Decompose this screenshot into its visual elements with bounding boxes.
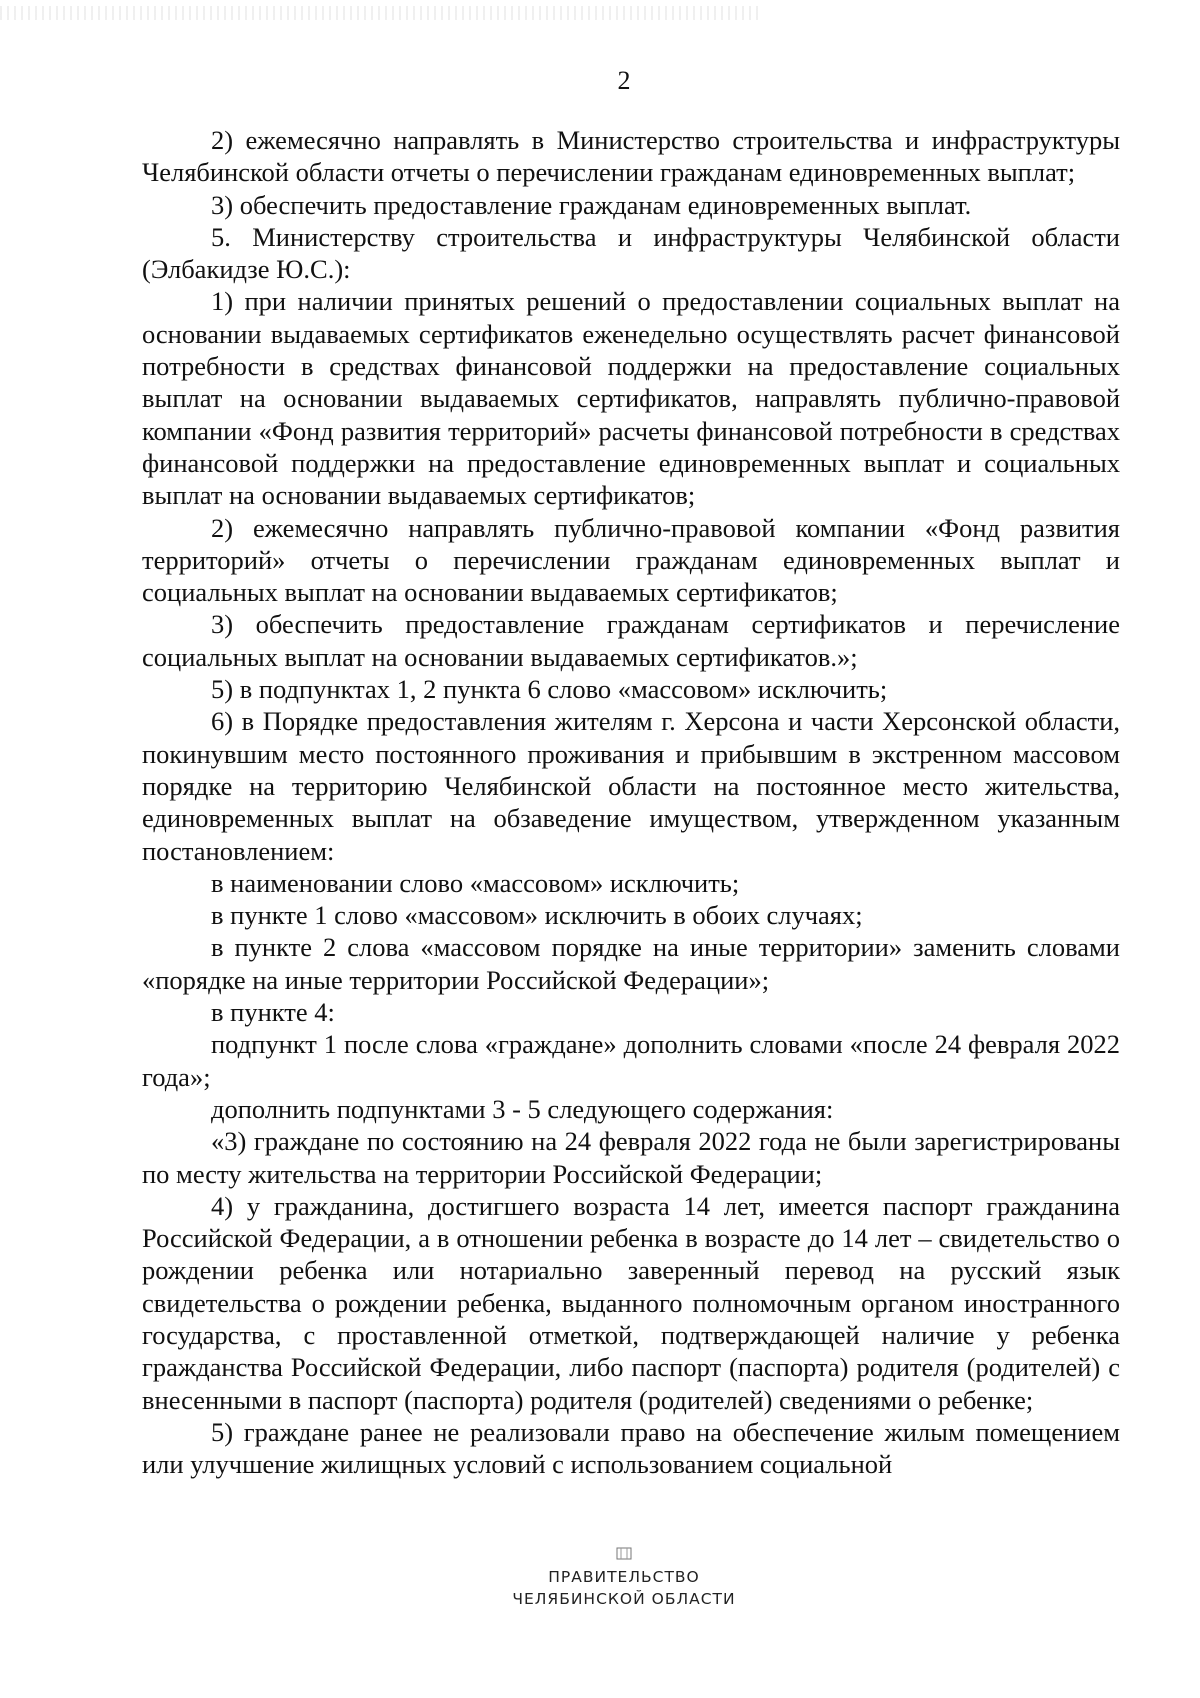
stamp-line-1: ПРАВИТЕЛЬСТВО (548, 1568, 700, 1586)
paragraph: 3) обеспечить предоставление гражданам единовременных выплат. (211, 189, 972, 220)
paragraph: 5) граждане ранее не реализовали право на обеспечение жилым помещением или улучшение жилищных условий с использованием социальной (142, 1416, 1120, 1480)
paragraph: в пункте 4: (211, 997, 335, 1028)
paragraph: в наименовании слово «массовом» исключить; (211, 867, 740, 898)
page-number: 2 (617, 66, 631, 95)
paragraph: «3) граждане по состоянию на 24 февраля 2022 года не были зарегистрированы по месту жительства на территории Российской Федерации; (142, 1126, 1120, 1189)
paragraph: подпункт 1 после слова «граждане» дополнить словами «после 24 февраля 2022 года»; (142, 1029, 1120, 1092)
document-body (142, 124, 1120, 1480)
paragraph: 4) у гражданина, достигшего возраста 14 лет, имеется паспорт гражданина Российской Федерации, а в отношении ребенка в возрасте до 14 лет – свидетельство о рождении ребенка или нотариально заверенный перевод на русский язык свидетельства о рождении ребенка, выданного полномочным органом иностранного государства, с проставленной отметкой, подтверждающей наличие у ребенка гражданства Российской Федерации, либо паспорт (паспорта) родителя (родителей) с внесенными в паспорт (паспорта) родителя (родителей) сведениями о ребенке; (142, 1190, 1120, 1415)
paragraph: 1) при наличии принятых решений о предоставлении социальных выплат на основании выдаваемых сертификатов еженедельно осуществлять расчет финансовой потребности в средствах финансовой поддержки на предоставление социальных выплат на основании выдаваемых сертификатов, направлять публично-правовой компании «Фонд развития территорий» расчеты финансовой потребности в средствах финансовой поддержки на предоставление единовременных выплат и социальных выплат на основании выдаваемых сертификатов; (142, 286, 1120, 511)
government-stamp (0, 1552, 1200, 1610)
paragraph: 5) в подпунктах 1, 2 пункта 6 слово «массовом» исключить; (211, 674, 888, 705)
paragraph: 6) в Порядке предоставления жителям г. Херсона и части Херсонской области, покинувшим место постоянного проживания и прибывшим в экстренном массовом порядке на территорию Челябинской области на постоянное место жительства, единовременных выплат на обзаведение имуществом, утвержденном указанным постановлением: (142, 706, 1120, 866)
paragraph: 3) обеспечить предоставление гражданам сертификатов и перечисление социальных выплат на основании выдаваемых сертификатов.»; (142, 609, 1120, 672)
paragraph: 2) ежемесячно направлять публично-правовой компании «Фонд развития территорий» отчеты о перечислении гражданам единовременных выплат и социальных выплат на основании выдаваемых сертификатов; (142, 512, 1120, 608)
scan-artifact (0, 6, 760, 20)
stamp-line-2: ЧЕЛЯБИНСКОЙ ОБЛАСТИ (512, 1590, 736, 1608)
paragraph: в пункте 1 слово «массовом» исключить в обоих случаях; (211, 900, 863, 931)
paragraph: 5. Министерству строительства и инфраструктуры Челябинской области (Элбакидзе Ю.С.): (142, 221, 1120, 285)
paragraph: дополнить подпунктами 3 - 5 следующего содержания: (211, 1093, 834, 1124)
paragraph: в пункте 2 слова «массовом порядке на иные территории» заменить словами «порядке на иные территории Российской Федерации»; (142, 932, 1120, 995)
coat-of-arms-icon (611, 1546, 637, 1560)
paragraph: 2) ежемесячно направлять в Министерство строительства и инфраструктуры Челябинской области отчеты о перечислении гражданам единовременных выплат; (142, 125, 1120, 188)
